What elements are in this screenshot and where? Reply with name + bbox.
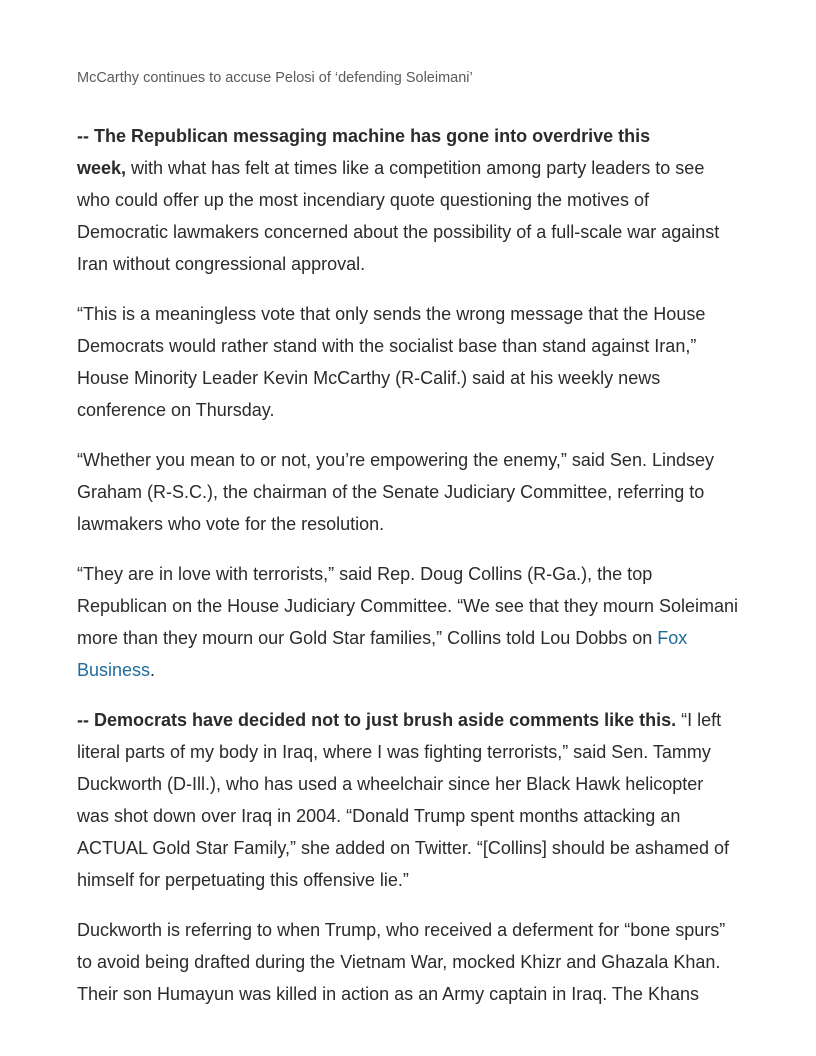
paragraph-text: more than they mourn our Gold Star families,” Collins told Lou Dobbs on xyxy=(77,628,658,648)
paragraph-line xyxy=(77,622,757,654)
paragraph-line: Their son Humayun was killed in action as an Army captain in Iraq. The Khans xyxy=(77,984,699,1004)
paragraph-line: Graham (R-S.C.), the chairman of the Senate Judiciary Committee, referring to xyxy=(77,482,705,502)
paragraph-line: House Minority Leader Kevin McCarthy (R-Calif.) said at his weekly news xyxy=(77,368,661,388)
paragraph-khan-context xyxy=(77,914,757,1010)
paragraph-republican-messaging xyxy=(77,120,757,280)
paragraph-line: “Whether you mean to or not, you’re empowering the enemy,” said Sen. Lindsey xyxy=(77,450,714,470)
bold-lead: -- Democrats have decided not to just brush aside comments like this. xyxy=(77,710,677,730)
kicker-headline: McCarthy continues to accuse Pelosi of ‘defending Soleimani’ xyxy=(77,70,473,86)
paragraph-mccarthy-quote xyxy=(77,298,757,426)
paragraph-line: Democrats would rather stand with the socialist base than stand against Iran,” xyxy=(77,336,697,356)
paragraph-line: Democratic lawmakers concerned about the possibility of a full-scale war against xyxy=(77,222,720,242)
paragraph-line xyxy=(77,152,757,184)
paragraph-line: himself for perpetuating this offensive lie.” xyxy=(77,870,409,890)
fox-business-link[interactable]: Fox xyxy=(657,628,688,648)
paragraph-line: “They are in love with terrorists,” said Rep. Doug Collins (R-Ga.), the top xyxy=(77,564,653,584)
paragraph-duckworth-response xyxy=(77,704,757,896)
paragraph-text: with what has felt at times like a competition among party leaders to see xyxy=(126,158,705,178)
paragraph-collins-quote xyxy=(77,558,757,686)
paragraph-text: “I left xyxy=(676,710,722,730)
paragraph-line: conference on Thursday. xyxy=(77,400,275,420)
paragraph-line: Duckworth is referring to when Trump, who received a deferment for “bone spurs” xyxy=(77,920,726,940)
paragraph-line: Duckworth (D-Ill.), who has used a wheelchair since her Black Hawk helicopter xyxy=(77,774,704,794)
paragraph-line: lawmakers who vote for the resolution. xyxy=(77,514,385,534)
paragraph-line xyxy=(77,654,757,686)
paragraph-line: who could offer up the most incendiary quote questioning the motives of xyxy=(77,190,650,210)
paragraph-line: was shot down over Iraq in 2004. “Donald Trump spent months attacking an xyxy=(77,806,681,826)
paragraph-line xyxy=(77,120,757,152)
paragraph-line: to avoid being drafted during the Vietnam War, mocked Khizr and Ghazala Khan. xyxy=(77,952,721,972)
paragraph-line: Iran without congressional approval. xyxy=(77,254,366,274)
bold-lead: week, xyxy=(77,158,127,178)
paragraph-line: ACTUAL Gold Star Family,” she added on Twitter. “[Collins] should be ashamed of xyxy=(77,838,729,858)
bold-lead: -- The Republican messaging machine has gone into overdrive this xyxy=(77,126,651,146)
paragraph-text: . xyxy=(150,660,156,680)
paragraph-line: “This is a meaningless vote that only sends the wrong message that the House xyxy=(77,304,706,324)
paragraph-line xyxy=(77,704,757,736)
paragraph-line: Republican on the House Judiciary Committee. “We see that they mourn Soleimani xyxy=(77,596,738,616)
paragraph-graham-quote xyxy=(77,444,757,540)
paragraph-line: literal parts of my body in Iraq, where I was fighting terrorists,” said Sen. Tammy xyxy=(77,742,711,762)
fox-business-link[interactable]: Business xyxy=(77,660,151,680)
